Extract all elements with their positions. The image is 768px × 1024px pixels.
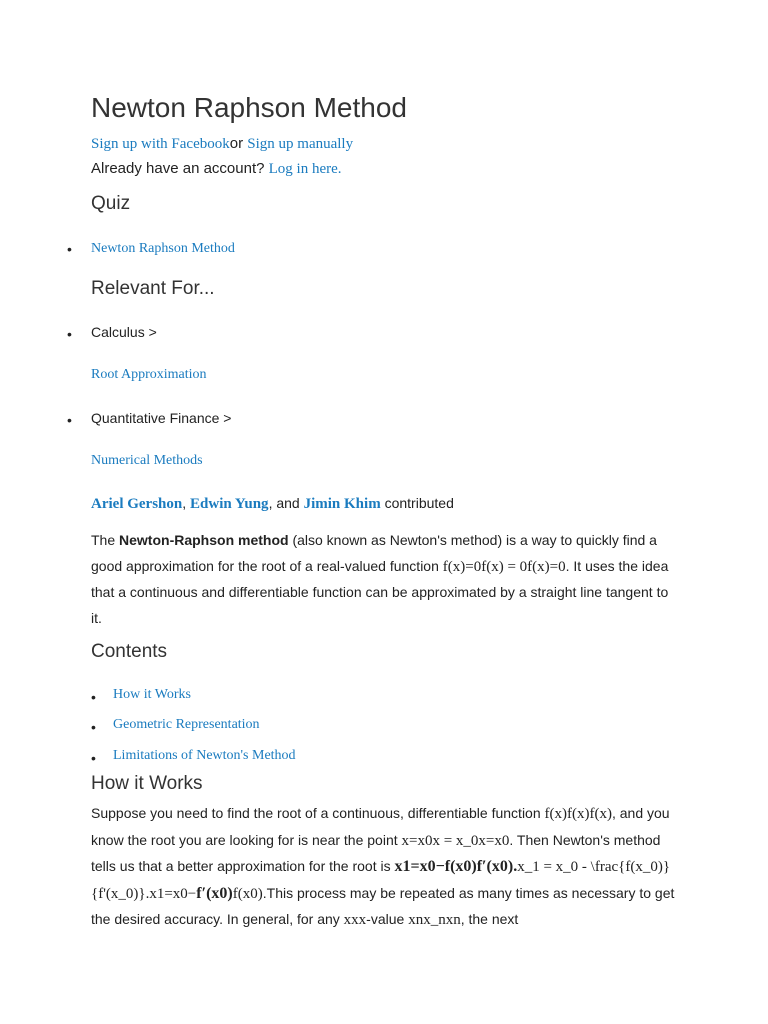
how-it-works-paragraph [91, 801, 681, 934]
body-text: , the next [460, 911, 519, 927]
bullet-icon [67, 333, 75, 341]
body-text: -value [366, 911, 409, 927]
separator-text: , and [268, 495, 304, 511]
contents-list [91, 687, 491, 767]
intro-text: The [91, 532, 120, 548]
contributor-link[interactable]: Jimin Khim [303, 496, 381, 512]
math-text: xxx [343, 912, 367, 928]
relevant-label: Calculus > [91, 324, 157, 340]
account-text: Already have an account? [91, 160, 269, 177]
math-formula: f′(x0) [196, 884, 233, 902]
quiz-item [91, 239, 235, 257]
body-text: .This process may be repeated as many times as necessary to get the desired accuracy. In general, for any [91, 884, 675, 927]
intro-paragraph [91, 528, 681, 631]
contents-item [91, 717, 491, 737]
math-text: xnx_nxn [408, 912, 461, 928]
body-text: . Then Newton's method tells us that a better approximation for the root is [91, 831, 661, 874]
signup-facebook-link[interactable]: Sign up with Facebook [91, 136, 230, 152]
signup-or-text: or [229, 135, 248, 152]
math-formula: x1=x0−f(x0)f′(x0). [394, 858, 518, 875]
contents-heading: Contents [91, 641, 168, 662]
intro-bold-term: Newton-Raphson method [119, 532, 289, 548]
body-text: , and you know the root you are looking for is near the point [91, 805, 670, 848]
bullet-icon [67, 248, 75, 256]
how-it-works-heading: How it Works [91, 773, 203, 794]
math-text: x_1 = x_0 - \frac{f(x_0)}{f'(x_0)}.x1=x0− [91, 859, 671, 902]
contents-item [91, 748, 491, 768]
page-title: Newton Raphson Method [91, 92, 407, 123]
intro-text: . It uses the idea that a continuous and differentiable function can be approximated by a straight line tangent to it. [91, 557, 669, 626]
contributor-link[interactable]: Ariel Gershon [91, 496, 183, 512]
contents-item [91, 687, 491, 707]
relevant-item-finance [91, 410, 231, 426]
math-text: f(x0) [232, 885, 263, 902]
relevant-label: Quantitative Finance > [91, 410, 232, 426]
separator-text: , [182, 495, 191, 511]
intro-math: f(x)=0f(x) = 0f(x)=0 [442, 558, 566, 575]
quiz-heading: Quiz [91, 193, 131, 214]
relevant-heading: Relevant For... [91, 278, 215, 299]
math-text: f(x)f(x)f(x) [544, 806, 612, 822]
body-text: Suppose you need to find the root of a continuous, differentiable function [91, 805, 545, 821]
contributed-text: contributed [380, 495, 454, 511]
signup-manual-link[interactable]: Sign up manually [247, 136, 354, 152]
intro-text: (also known as Newton's method) is a way to quickly find a good approximation for the root of a real-valued function [91, 532, 657, 574]
numerical-methods-link[interactable]: Numerical Methods [91, 453, 203, 468]
contributors-line [91, 495, 454, 513]
account-row [91, 160, 342, 178]
contents-link-geometric[interactable]: Geometric Representation [113, 717, 260, 732]
math-text: x=x0x = x_0x=x0 [401, 832, 510, 849]
contents-link-how-it-works[interactable]: How it Works [113, 687, 191, 702]
login-link[interactable]: Log in here. [268, 161, 342, 177]
bullet-icon [67, 419, 75, 427]
contents-link-limitations[interactable]: Limitations of Newton's Method [113, 748, 296, 763]
signup-row [91, 135, 353, 153]
relevant-item-calculus [91, 324, 157, 340]
quiz-link[interactable]: Newton Raphson Method [91, 241, 235, 256]
root-approximation-link[interactable]: Root Approximation [91, 367, 207, 382]
contributor-link[interactable]: Edwin Yung [190, 496, 269, 512]
